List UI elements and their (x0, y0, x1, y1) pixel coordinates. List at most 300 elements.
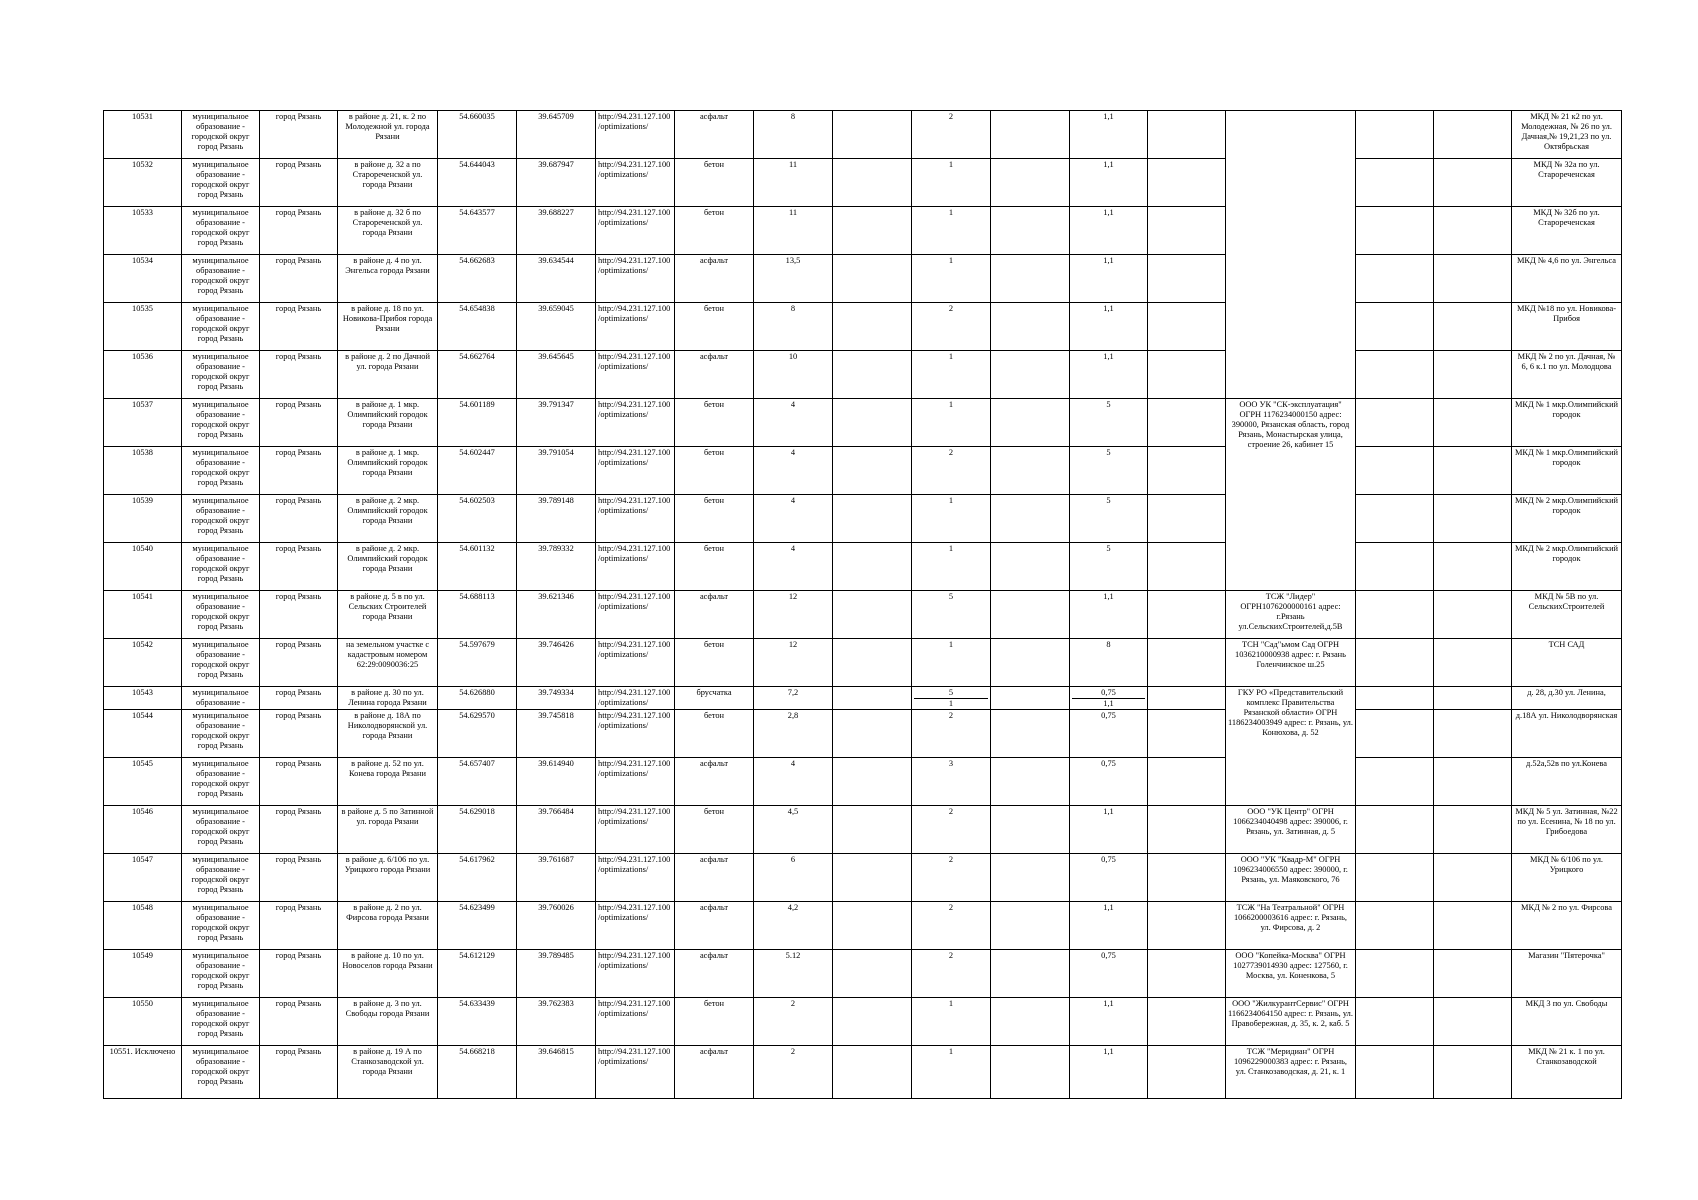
cell-address: в районе д. 5 по Затинной ул. города Рязани (338, 806, 438, 854)
cell-empty-2 (991, 758, 1070, 806)
cell-container-count: 5 (912, 591, 991, 639)
table-row (104, 710, 1622, 758)
cell-empty-2 (991, 639, 1070, 687)
cell-empty-4 (1356, 758, 1434, 806)
cell-address: в районе д. 5 в по ул. Сельских Строителей города Рязани (338, 591, 438, 639)
cell-id: 10535 (104, 303, 182, 351)
cell-source: МКД №18 по ул. Новикова-Прибоя (1512, 303, 1622, 351)
cell-city: город Рязань (260, 591, 338, 639)
cell-area: 7,2 (754, 687, 833, 710)
cell-city: город Рязань (260, 399, 338, 447)
cell-municipality: муниципальное образование - городской округ город Рязань (182, 591, 260, 639)
cell-address: в районе д. 4 по ул. Энгельса города Рязани (338, 255, 438, 303)
cell-empty-3 (1148, 207, 1226, 255)
cell-area: 11 (754, 159, 833, 207)
cell-city: город Рязань (260, 854, 338, 902)
cell-empty-3 (1148, 758, 1226, 806)
table-row (104, 207, 1622, 255)
cell-empty-4 (1356, 591, 1434, 639)
cell-id: 10544 (104, 710, 182, 758)
cell-empty-1 (833, 591, 912, 639)
cell-city: город Рязань (260, 543, 338, 591)
cell-empty-1 (833, 351, 912, 399)
cell-map-link[interactable]: http://94.231.127.100/optimizations/ (596, 591, 675, 639)
cell-latitude: 54.657407 (438, 758, 517, 806)
cell-empty-2 (991, 207, 1070, 255)
cell-map-link[interactable]: http://94.231.127.100/optimizations/ (596, 255, 675, 303)
cell-city: город Рязань (260, 207, 338, 255)
cell-address: в районе д. 52 по ул. Конева города Рязани (338, 758, 438, 806)
cell-area: 8 (754, 303, 833, 351)
cell-longitude: 39.789148 (517, 495, 596, 543)
cell-map-link[interactable]: http://94.231.127.100/optimizations/ (596, 207, 675, 255)
cell-municipality: муниципальное образование - городской округ город Рязань (182, 902, 260, 950)
cell-address: в районе д. 2 по Дачной ул. города Рязани (338, 351, 438, 399)
cell-container-volume: 1,1 (1070, 159, 1148, 207)
cell-empty-3 (1148, 950, 1226, 998)
cell-city: город Рязань (260, 806, 338, 854)
cell-cover: асфальт (675, 758, 754, 806)
table-row (104, 543, 1622, 591)
cell-container-volume: 0,75 (1070, 758, 1148, 806)
cell-area: 4 (754, 543, 833, 591)
table-row (104, 351, 1622, 399)
cell-id: 10531 (104, 111, 182, 159)
cell-empty-4 (1356, 351, 1434, 399)
cell-container-count: 1 (912, 207, 991, 255)
cell-latitude: 54.612129 (438, 950, 517, 998)
cell-empty-4 (1356, 543, 1434, 591)
cell-city: город Рязань (260, 447, 338, 495)
cell-owner: ТСЖ "Лидер" ОГРН1076200000161 адрес: г.Рязань ул.СельскихСтроителей,д.5В (1226, 591, 1356, 639)
cell-empty-4 (1356, 255, 1434, 303)
cell-empty-1 (833, 806, 912, 854)
cell-area: 4,5 (754, 806, 833, 854)
cell-container-count: 1 (912, 255, 991, 303)
cell-source: МКД № 4,6 по ул. Энгельса (1512, 255, 1622, 303)
cell-map-link[interactable]: http://94.231.127.100/optimizations/ (596, 902, 675, 950)
cell-empty-2 (991, 447, 1070, 495)
cell-empty-5 (1434, 207, 1512, 255)
cell-address: в районе д. 32 б по Старореченской ул. города Рязани (338, 207, 438, 255)
cell-source: д. 28, д.30 ул. Ленина, (1512, 687, 1622, 710)
cell-city: город Рязань (260, 255, 338, 303)
cell-empty-4 (1356, 111, 1434, 159)
cell-empty-1 (833, 447, 912, 495)
cell-municipality: муниципальное образование - городской округ город Рязань (182, 639, 260, 687)
cell-source: МКД № 2 мкр.Олимпийский городок (1512, 495, 1622, 543)
cell-address: в районе д. 19 А по Станкозаводской ул. города Рязани (338, 1046, 438, 1099)
cell-longitude: 39.762383 (517, 998, 596, 1046)
cell-empty-4 (1356, 902, 1434, 950)
cell-area: 4,2 (754, 902, 833, 950)
cell-id: 10548 (104, 902, 182, 950)
cell-container-volume: 0,75 (1070, 854, 1148, 902)
table-row (104, 495, 1622, 543)
cell-empty-4 (1356, 207, 1434, 255)
cell-longitude: 39.749334 (517, 687, 596, 710)
cell-container-count: 2 (912, 447, 991, 495)
cell-area: 4 (754, 447, 833, 495)
cell-address: в районе д. 2 по ул. Фирсова города Рязани (338, 902, 438, 950)
cell-address: в районе д. 32 а по Старореченской ул. города Рязани (338, 159, 438, 207)
cell-map-link[interactable]: http://94.231.127.100/optimizations/ (596, 639, 675, 687)
cell-cover: бетон (675, 543, 754, 591)
table-body (104, 111, 1622, 1099)
cell-empty-2 (991, 806, 1070, 854)
cell-empty-5 (1434, 950, 1512, 998)
cell-id: 10533 (104, 207, 182, 255)
cell-cover: асфальт (675, 591, 754, 639)
cell-source: МКД № 21 к. 1 по ул. Станкозаводской (1512, 1046, 1622, 1099)
cell-empty-5 (1434, 591, 1512, 639)
cell-owner-merged: ООО УК "СК-эксплуатация" ОГРН 1176234000150 адрес: 390000, Рязанская область, город Рязань, Монастырская улица, строение 26, кабинет 15 (1226, 399, 1356, 591)
cell-empty-5 (1434, 447, 1512, 495)
cell-latitude: 54.601132 (438, 543, 517, 591)
cell-address: в районе д. 6/106 по ул. Урицкого города Рязани (338, 854, 438, 902)
cell-empty-1 (833, 687, 912, 710)
cell-owner: ООО "Копейка-Москва" ОГРН 1027739014930 адрес: 127560, г. Москва, ул. Коненкова, 5 (1226, 950, 1356, 998)
table-row (104, 950, 1622, 998)
cell-empty-1 (833, 495, 912, 543)
cell-longitude: 39.645709 (517, 111, 596, 159)
cell-empty-5 (1434, 998, 1512, 1046)
cell-area: 6 (754, 854, 833, 902)
cell-map-link[interactable]: http://94.231.127.100/optimizations/ (596, 399, 675, 447)
cell-map-link[interactable]: http://94.231.127.100/optimizations/ (596, 710, 675, 758)
cell-municipality: муниципальное образование - городской округ город Рязань (182, 495, 260, 543)
cell-map-link[interactable]: http://94.231.127.100/optimizations/ (596, 950, 675, 998)
cell-latitude: 54.602447 (438, 447, 517, 495)
cell-latitude: 54.629570 (438, 710, 517, 758)
cell-owner: ООО "УК "Квадр-М" ОГРН 1096234006550 адрес: 390000, г. Рязань, ул. Маяковского, 76 (1226, 854, 1356, 902)
cell-empty-3 (1148, 806, 1226, 854)
cell-empty-4 (1356, 447, 1434, 495)
cell-source: МКД № 5 ул. Затинная, №22 по ул. Есенина, № 18 по ул. Грибоедова (1512, 806, 1622, 854)
cell-container-volume (1070, 687, 1148, 710)
cell-latitude: 54.660035 (438, 111, 517, 159)
cell-city: город Рязань (260, 902, 338, 950)
cell-empty-5 (1434, 111, 1512, 159)
cell-longitude: 39.761687 (517, 854, 596, 902)
cell-map-link[interactable]: http://94.231.127.100/optimizations/ (596, 303, 675, 351)
cell-container-volume: 1,1 (1070, 111, 1148, 159)
cell-empty-3 (1148, 1046, 1226, 1099)
table-row (104, 591, 1622, 639)
cell-container-volume: 5 (1070, 447, 1148, 495)
cell-container-volume: 1,1 (1070, 806, 1148, 854)
cell-area: 4 (754, 399, 833, 447)
cell-latitude: 54.633439 (438, 998, 517, 1046)
cell-source: МКД № 2 мкр.Олимпийский городок (1512, 543, 1622, 591)
cell-empty-4 (1356, 1046, 1434, 1099)
cell-empty-1 (833, 255, 912, 303)
cell-latitude: 54.668218 (438, 1046, 517, 1099)
cell-empty-5 (1434, 495, 1512, 543)
table-row (104, 902, 1622, 950)
cell-municipality: муниципальное образование - городской округ город Рязань (182, 1046, 260, 1099)
cell-source: МКД № 21 к2 по ул. Молодежная, № 26 по ул. Дачная,№ 19,21,23 по ул. Октябрьская (1512, 111, 1622, 159)
cell-address: в районе д. 1 мкр. Олимпийский городок города Рязани (338, 447, 438, 495)
cell-longitude: 39.791347 (517, 399, 596, 447)
cell-owner-merged (1226, 111, 1356, 399)
cell-longitude: 39.766484 (517, 806, 596, 854)
cell-cover: бетон (675, 495, 754, 543)
table-row (104, 159, 1622, 207)
cell-source: Магазин "Пятерочка" (1512, 950, 1622, 998)
cell-empty-4 (1356, 998, 1434, 1046)
cell-cover: асфальт (675, 255, 754, 303)
cell-empty-5 (1434, 1046, 1512, 1099)
cell-address: в районе д. 10 по ул. Новоселов города Рязани (338, 950, 438, 998)
cell-owner: ТСЖ "Меридиан" ОГРН 1096229000383 адрес: г. Рязань, ул. Станкозаводская, д. 21, к. 1 (1226, 1046, 1356, 1099)
cell-municipality: муниципальное образование - городской округ город Рязань (182, 399, 260, 447)
cell-empty-3 (1148, 902, 1226, 950)
cell-container-count: 1 (912, 543, 991, 591)
table-row (104, 806, 1622, 854)
cell-map-link[interactable]: http://94.231.127.100/optimizations/ (596, 1046, 675, 1099)
cell-latitude: 54.617962 (438, 854, 517, 902)
cell-municipality: муниципальное образование - городской округ город Рязань (182, 255, 260, 303)
cell-map-link[interactable]: http://94.231.127.100/optimizations/ (596, 159, 675, 207)
table-row (104, 255, 1622, 303)
cell-empty-3 (1148, 687, 1226, 710)
cell-longitude: 39.646815 (517, 1046, 596, 1099)
cell-cover: бетон (675, 710, 754, 758)
cell-source: МКД № 1 мкр.Олимпийский городок (1512, 447, 1622, 495)
cell-area: 2,8 (754, 710, 833, 758)
cell-empty-2 (991, 255, 1070, 303)
cell-map-link[interactable]: http://94.231.127.100/optimizations/ (596, 495, 675, 543)
cell-id: 10532 (104, 159, 182, 207)
cell-container-volume: 5 (1070, 495, 1148, 543)
cell-empty-2 (991, 351, 1070, 399)
cell-area: 8 (754, 111, 833, 159)
cell-empty-3 (1148, 639, 1226, 687)
cell-empty-3 (1148, 543, 1226, 591)
cell-municipality: муниципальное образование - (182, 687, 260, 710)
cell-empty-1 (833, 639, 912, 687)
cell-id: 10542 (104, 639, 182, 687)
cell-map-link[interactable]: http://94.231.127.100/optimizations/ (596, 447, 675, 495)
cell-id: 10545 (104, 758, 182, 806)
cell-latitude: 54.643577 (438, 207, 517, 255)
cell-empty-1 (833, 902, 912, 950)
cell-empty-1 (833, 399, 912, 447)
cell-map-link[interactable]: http://94.231.127.100/optimizations/ (596, 351, 675, 399)
cell-empty-3 (1148, 854, 1226, 902)
cell-container-count: 1 (912, 495, 991, 543)
cell-city: город Рязань (260, 1046, 338, 1099)
cell-source: д.52а,52в по ул.Конева (1512, 758, 1622, 806)
cell-area: 2 (754, 1046, 833, 1099)
cell-map-link[interactable]: http://94.231.127.100/optimizations/ (596, 687, 675, 710)
cell-empty-4 (1356, 495, 1434, 543)
cell-map-link[interactable]: http://94.231.127.100/optimizations/ (596, 998, 675, 1046)
cell-area: 4 (754, 495, 833, 543)
cell-city: город Рязань (260, 710, 338, 758)
cell-empty-4 (1356, 639, 1434, 687)
container-volume-b: 1,1 (1072, 698, 1145, 709)
cell-municipality: муниципальное образование - городской округ город Рязань (182, 543, 260, 591)
cell-address: в районе д. 21, к. 2 по Молодежной ул. города Рязани (338, 111, 438, 159)
cell-municipality: муниципальное образование - городской округ город Рязань (182, 207, 260, 255)
cell-longitude: 39.760026 (517, 902, 596, 950)
cell-empty-1 (833, 1046, 912, 1099)
cell-cover: бетон (675, 806, 754, 854)
cell-empty-3 (1148, 998, 1226, 1046)
table-row (104, 399, 1622, 447)
cell-map-link[interactable]: http://94.231.127.100/optimizations/ (596, 758, 675, 806)
cell-container-volume: 1,1 (1070, 591, 1148, 639)
cell-source: МКД № 6/106 по ул. Урицкого (1512, 854, 1622, 902)
cell-empty-2 (991, 303, 1070, 351)
cell-latitude: 54.602503 (438, 495, 517, 543)
cell-municipality: муниципальное образование - городской округ город Рязань (182, 447, 260, 495)
cell-empty-2 (991, 1046, 1070, 1099)
table-row (104, 111, 1622, 159)
container-volume-a: 0,75 (1101, 688, 1116, 697)
cell-address: в районе д. 18А по Николодворянской ул. города Рязани (338, 710, 438, 758)
cell-map-link[interactable]: http://94.231.127.100/optimizations/ (596, 854, 675, 902)
cell-municipality: муниципальное образование - городской округ город Рязань (182, 111, 260, 159)
cell-id: 10546 (104, 806, 182, 854)
cell-id: 10551. Исключено (104, 1046, 182, 1099)
cell-empty-3 (1148, 710, 1226, 758)
cell-city: город Рязань (260, 758, 338, 806)
cell-longitude: 39.614940 (517, 758, 596, 806)
cell-empty-1 (833, 758, 912, 806)
cell-empty-3 (1148, 111, 1226, 159)
cell-container-count: 2 (912, 806, 991, 854)
table-row (104, 758, 1622, 806)
cell-empty-2 (991, 399, 1070, 447)
cell-cover: бетон (675, 303, 754, 351)
cell-empty-3 (1148, 591, 1226, 639)
table-row (104, 1046, 1622, 1099)
cell-latitude: 54.644043 (438, 159, 517, 207)
cell-city: город Рязань (260, 351, 338, 399)
cell-empty-2 (991, 543, 1070, 591)
cell-id: 10543 (104, 687, 182, 710)
cell-longitude: 39.659045 (517, 303, 596, 351)
cell-cover: бетон (675, 998, 754, 1046)
cell-source: МКД № 2 по ул. Дачная, № 6, 6 к.1 по ул. Молодцова (1512, 351, 1622, 399)
cell-empty-5 (1434, 399, 1512, 447)
cell-empty-4 (1356, 854, 1434, 902)
cell-municipality: муниципальное образование - городской округ город Рязань (182, 854, 260, 902)
cell-container-count: 2 (912, 710, 991, 758)
cell-empty-5 (1434, 687, 1512, 710)
cell-source: МКД № 2 по ул. Фирсова (1512, 902, 1622, 950)
cell-empty-2 (991, 687, 1070, 710)
cell-latitude: 54.662764 (438, 351, 517, 399)
cell-map-link[interactable]: http://94.231.127.100/optimizations/ (596, 806, 675, 854)
cell-empty-5 (1434, 806, 1512, 854)
cell-area: 10 (754, 351, 833, 399)
cell-id: 10537 (104, 399, 182, 447)
cell-latitude: 54.629018 (438, 806, 517, 854)
cell-map-link[interactable]: http://94.231.127.100/optimizations/ (596, 543, 675, 591)
cell-container-volume: 8 (1070, 639, 1148, 687)
cell-latitude: 54.626880 (438, 687, 517, 710)
cell-container-count: 1 (912, 1046, 991, 1099)
cell-owner: ТСЖ "На Театральной" ОГРН 1066200003616 адрес: г. Рязань, ул. Фирсова, д. 2 (1226, 902, 1356, 950)
cell-cover: асфальт (675, 351, 754, 399)
cell-municipality: муниципальное образование - городской округ город Рязань (182, 806, 260, 854)
cell-container-volume: 1,1 (1070, 902, 1148, 950)
cell-empty-5 (1434, 303, 1512, 351)
cell-empty-1 (833, 950, 912, 998)
cell-container-volume: 1,1 (1070, 207, 1148, 255)
cell-empty-3 (1148, 255, 1226, 303)
cell-empty-4 (1356, 303, 1434, 351)
cell-container-volume: 5 (1070, 543, 1148, 591)
cell-container-count: 2 (912, 854, 991, 902)
cell-owner: ТСН "Сад"ьмом Сад ОГРН 1036210000938 адрес: г. Рязань Голенчинское ш.25 (1226, 639, 1356, 687)
cell-empty-1 (833, 998, 912, 1046)
cell-id: 10536 (104, 351, 182, 399)
cell-city: город Рязань (260, 495, 338, 543)
cell-empty-2 (991, 710, 1070, 758)
cell-owner-merged: ГКУ РО «Представительский комплекс Правительства Рязанской области» ОГРН 1186234003949 адрес: г. Рязань, ул. Конюхова, д. 52 (1226, 687, 1356, 806)
cell-container-volume: 5 (1070, 399, 1148, 447)
cell-source: МКД 3 по ул. Свободы (1512, 998, 1622, 1046)
cell-city: город Рязань (260, 998, 338, 1046)
cell-latitude: 54.623499 (438, 902, 517, 950)
cell-empty-4 (1356, 687, 1434, 710)
cell-cover: асфальт (675, 1046, 754, 1099)
cell-longitude: 39.789332 (517, 543, 596, 591)
cell-municipality: муниципальное образование - городской округ город Рязань (182, 159, 260, 207)
cell-empty-4 (1356, 950, 1434, 998)
cell-empty-4 (1356, 159, 1434, 207)
cell-container-count: 1 (912, 998, 991, 1046)
cell-empty-5 (1434, 159, 1512, 207)
cell-source: д.18А ул. Николодворянская (1512, 710, 1622, 758)
table-row (104, 854, 1622, 902)
cell-empty-1 (833, 207, 912, 255)
cell-id: 10550 (104, 998, 182, 1046)
cell-cover: бетон (675, 399, 754, 447)
cell-empty-3 (1148, 351, 1226, 399)
table-row (104, 687, 1622, 710)
cell-municipality: муниципальное образование - городской округ город Рязань (182, 351, 260, 399)
cell-address: в районе д. 3 по ул. Свободы города Рязани (338, 998, 438, 1046)
table-row (104, 447, 1622, 495)
cell-area: 12 (754, 591, 833, 639)
cell-container-volume: 1,1 (1070, 998, 1148, 1046)
cell-empty-5 (1434, 351, 1512, 399)
cell-owner: ООО "УК Центр" ОГРН 1066234040498 адрес: 390006, г. Рязань, ул. Затинная, д. 5 (1226, 806, 1356, 854)
cell-id: 10534 (104, 255, 182, 303)
cell-empty-1 (833, 543, 912, 591)
cell-id: 10547 (104, 854, 182, 902)
cell-container-count: 3 (912, 758, 991, 806)
cell-empty-5 (1434, 543, 1512, 591)
cell-area: 4 (754, 758, 833, 806)
cell-map-link[interactable]: http://94.231.127.100/optimizations/ (596, 111, 675, 159)
cell-empty-2 (991, 998, 1070, 1046)
cell-container-volume: 1,1 (1070, 255, 1148, 303)
cell-city: город Рязань (260, 687, 338, 710)
cell-source: МКД № 5В по ул. СельскихСтроителей (1512, 591, 1622, 639)
cell-container-count: 1 (912, 639, 991, 687)
cell-container-volume: 0,75 (1070, 710, 1148, 758)
cell-empty-3 (1148, 447, 1226, 495)
waste-sites-table (103, 110, 1622, 1099)
cell-empty-1 (833, 854, 912, 902)
